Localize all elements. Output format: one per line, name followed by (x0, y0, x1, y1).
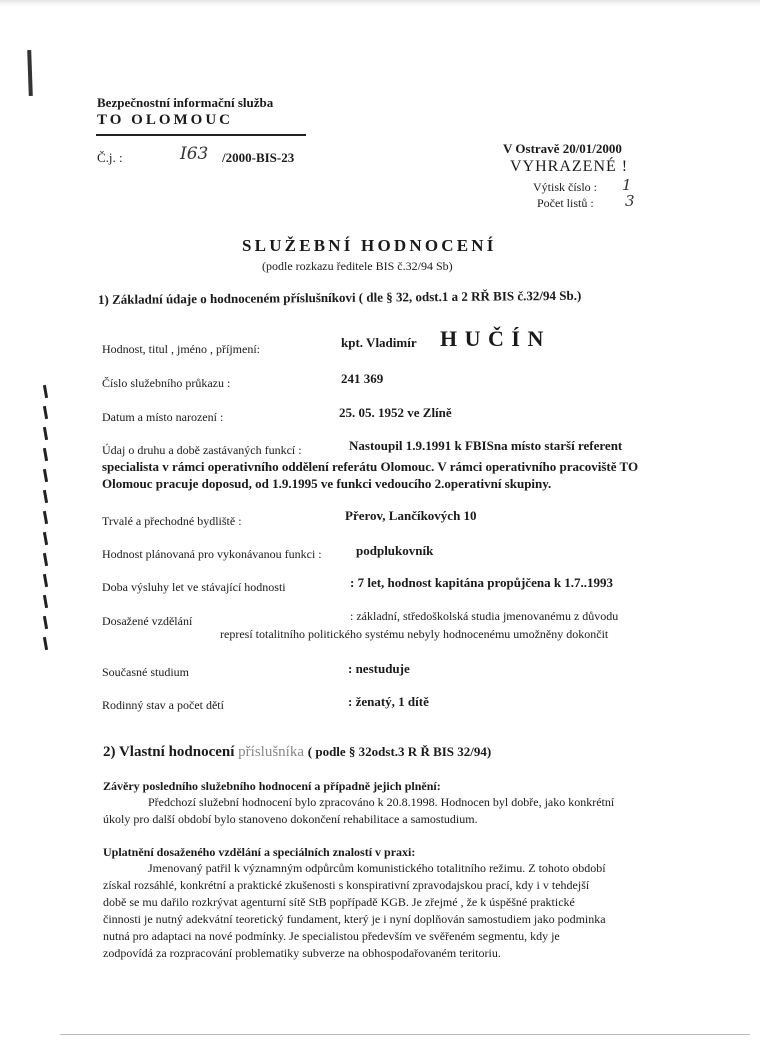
service-label: Doba výsluhy let ve stávající hodnosti (102, 580, 286, 594)
staple-mark (27, 50, 33, 96)
section2-heading-b: příslušníka (238, 744, 305, 760)
ref-number: /2000-BIS-23 (222, 150, 295, 165)
sub1-line2: úkoly pro další období bylo stanoveno dokončení rehabilitace a samostudium. (103, 812, 478, 826)
id-label: Číslo služebního průkazu : (102, 376, 231, 390)
document-title: SLUŽEBNÍ HODNOCENÍ (242, 236, 497, 255)
scan-edge (0, 0, 760, 6)
function-label: Údaj o druhu a době zastávaných funkcí : (102, 443, 302, 457)
planned-rank-label: Hodnost plánovaná pro vykonávanou funkci : (102, 547, 322, 561)
sub1-heading: Závěry posledního služebního hodnocení a případně jejich plnění: (103, 779, 441, 793)
sub2-line1: Jmenovaný patřil k významným odpůrcům komunistického totalitního režimu. Z tohoto období (148, 861, 606, 875)
study-value: : nestuduje (348, 661, 410, 676)
place-date: V Ostravě 20/01/2000 (503, 141, 622, 156)
surname: H U Č Í N (440, 326, 545, 351)
ref-label: Č.j. : (97, 150, 123, 165)
planned-rank-value: podplukovník (356, 543, 434, 558)
margin-hatching (44, 385, 50, 655)
id-value: 241 369 (341, 371, 384, 386)
page-bottom-edge (60, 1034, 750, 1035)
function-line3: Olomouc pracuje doposud, od 1.9.1995 ve funkci vedoucího 2.operativní skupiny. (102, 476, 552, 491)
sub2-line6: zodpovídá za rozpracování problematiky subverze na obhospodařovaném teritoriu. (103, 946, 501, 960)
education-line1: : základní, středoškolská studia jmenovanému z důvodu (350, 609, 619, 623)
copy-label: Výtisk číslo : (533, 180, 598, 194)
function-line1: Nastoupil 1.9.1991 k FBISna místo starší referent (349, 438, 623, 453)
document-subtitle: (podle rozkazu ředitele BIS č.32/94 Sb) (262, 259, 453, 273)
rank-value: kpt. Vladimír (341, 335, 417, 350)
org-unit: TO OLOMOUC (97, 112, 233, 128)
rank-label: Hodnost, titul , jméno , příjmení: (102, 342, 260, 356)
residence-value: Přerov, Lančíkových 10 (345, 508, 477, 523)
education-label: Dosažené vzdělání (102, 614, 193, 628)
sheets-value: 3 (625, 192, 635, 210)
sub2-line3: době se mu dařilo rozkrývat agenturní sítě StB popřípadě KGB. Je zřejmé , že k úspěšné praktické (103, 895, 575, 909)
org-name: Bezpečnostní informační služba (97, 95, 274, 110)
section1-heading: 1) Základní údaje o hodnoceném příslušníkovi ( dle § 32, odst.1 a 2 RŘ BIS č.32/94 Sb.) (97, 287, 582, 307)
classification: VYHRAZENÉ ! (510, 158, 629, 175)
study-label: Současné studium (102, 665, 189, 679)
sub2-line4: činnosti je nutný adekvátní teoretický fundament, který je i nyní doplňován samostudiem jako podminka (103, 912, 606, 926)
sub1-line1: Předchozí služební hodnocení bylo zpracováno k 20.8.1998. Hodnocen byl dobře, jako konkrétní (148, 795, 615, 809)
service-value: : 7 let, hodnost kapitána propůjčena k 1.7..1993 (350, 575, 614, 590)
section2-heading-c: ( podle § 32odst.3 R Ř BIS 32/94) (307, 744, 492, 759)
function-line2: specialista v rámci operativního oddělení referátu Olomouc. V rámci operativního pracoviště TO (102, 459, 639, 474)
sheets-label: Počet listů : (537, 196, 594, 210)
header-rule (96, 134, 306, 136)
sub2-line5: nutná pro adaptaci na nové podmínky. Je specialistou především ve svěřeném segmentu, kdy je (103, 929, 560, 943)
ref-handwritten: I63 (180, 144, 209, 164)
sub2-line2: získal rozsáhlé, konkrétní a praktické zkušenosti s konspirativní zpravodajskou prací, kdy i v tehdejší (103, 878, 590, 892)
section2-heading-a: 2) Vlastní hodnocení (103, 744, 235, 760)
family-label: Rodinný stav a počet dětí (102, 698, 224, 712)
section2-heading (103, 744, 491, 761)
residence-label: Trvalé a přechodné bydliště : (102, 514, 242, 528)
birth-value: 25. 05. 1952 ve Zlíně (339, 405, 452, 420)
copy-value: 1 (622, 176, 632, 194)
education-line2: represí totalitního politického systému nebyly hodnocenému umožněny dokončit (220, 627, 609, 641)
sub2-heading: Uplatnění dosaženého vzdělání a speciálních znalostí v praxi: (103, 845, 416, 859)
birth-label: Datum a místo narození : (102, 410, 224, 424)
family-value: : ženatý, 1 dítě (348, 694, 429, 709)
